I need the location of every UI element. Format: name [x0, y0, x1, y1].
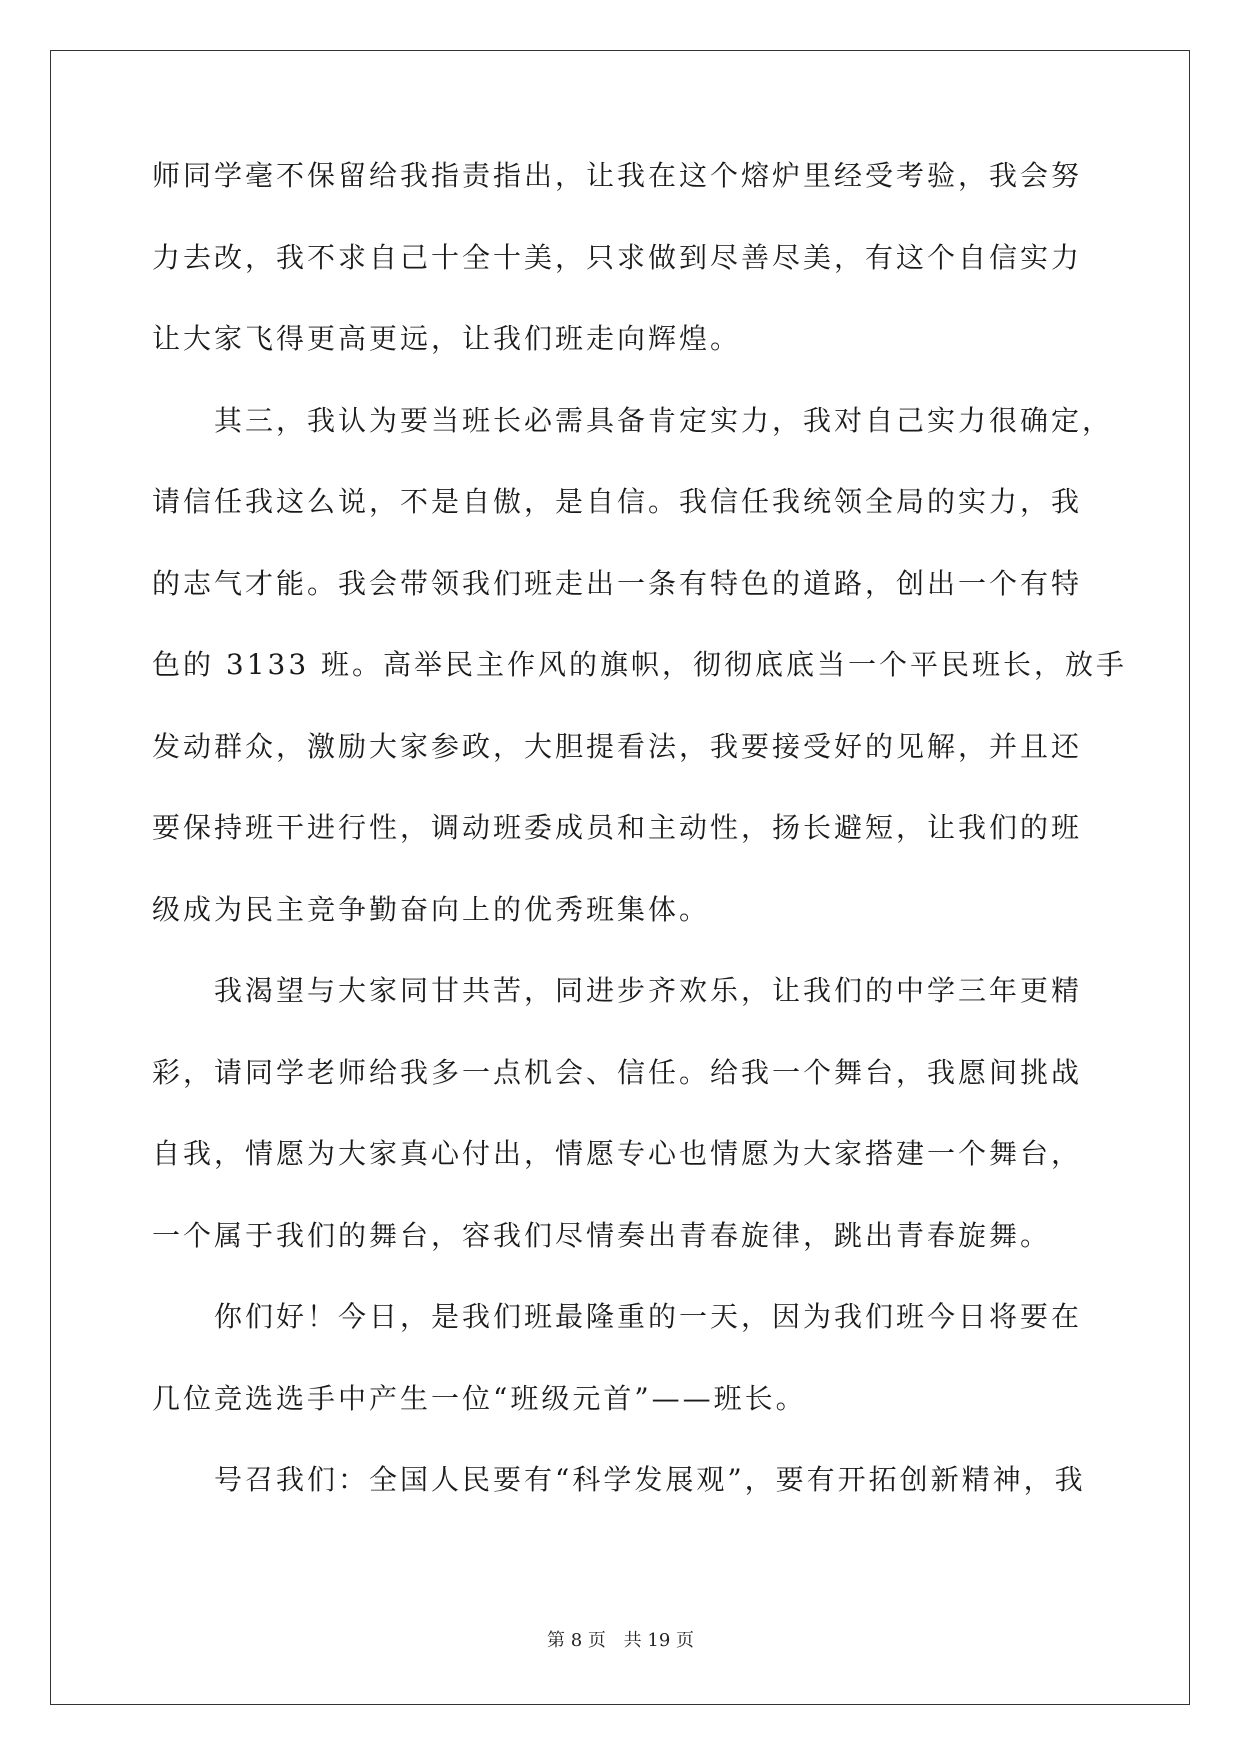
text-line: 我渴望与大家同甘共苦，同进步齐欢乐，让我们的中学三年更精 [214, 974, 1083, 1007]
page-number: 第 8 页 [547, 1630, 606, 1651]
text-line: 发动群众，激励大家参政，大胆提看法，我要接受好的见解，并且还 [152, 729, 1083, 763]
text-line: 力去改，我不求自己十全十美，只求做到尽善尽美，有这个自信实力 [152, 240, 1083, 274]
text-line: 彩，请同学老师给我多一点机会、信任。给我一个舞台，我愿间挑战 [152, 1055, 1083, 1089]
page-total: 共 19 页 [623, 1630, 694, 1651]
text-line: 师同学毫不保留给我指责指出，让我在这个熔炉里经受考验，我会努 [152, 159, 1083, 192]
document-body [152, 159, 1128, 1546]
text-line: 其三，我认为要当班长必需具备肯定实力，我对自己实力很确定， [214, 403, 1114, 437]
text-line: 色的 3133 班。高举民主作风的旗帜，彻彻底底当一个平民班长，放手 [152, 648, 1128, 681]
text-line: 你们好！今日，是我们班最隆重的一天，因为我们班今日将要在 [214, 1300, 1083, 1333]
page-footer [0, 1630, 1241, 1652]
text-line: 的志气才能。我会带领我们班走出一条有特色的道路，创出一个有特 [152, 566, 1083, 600]
text-line: 要保持班干进行性，调动班委成员和主动性，扬长避短，让我们的班 [152, 811, 1083, 844]
text-line: 一个属于我们的舞台，容我们尽情奏出青春旋律，跳出青春旋舞。 [152, 1218, 1052, 1252]
text-line: 请信任我这么说，不是自傲，是自信。我信任我统领全局的实力，我 [152, 485, 1083, 518]
text-line: 让大家飞得更高更远，让我们班走向辉煌。 [152, 322, 742, 355]
text-line: 自我，情愿为大家真心付出，情愿专心也情愿为大家搭建一个舞台， [152, 1137, 1083, 1170]
text-line: 级成为民主竞争勤奋向上的优秀班集体。 [152, 892, 711, 926]
text-line: 号召我们：全国人民要有“科学发展观”，要有开拓创新精神，我 [214, 1463, 1086, 1496]
text-line: 几位竞选选手中产生一位“班级元首”——班长。 [152, 1381, 807, 1415]
